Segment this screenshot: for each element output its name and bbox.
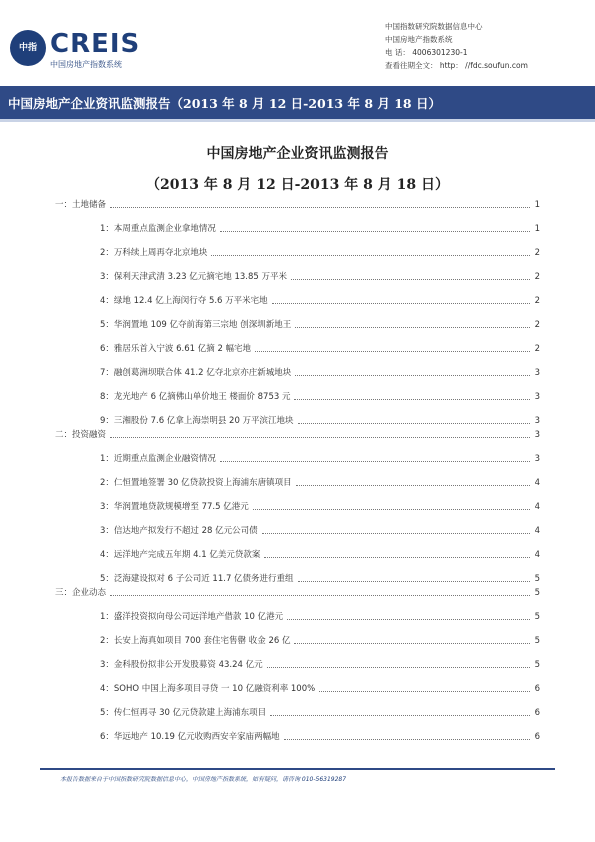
toc-page-number: 3 [534, 392, 540, 402]
toc-entry-label: 2：长安上海真如项目 700 套住宅售罄 收金 26 亿 [100, 636, 291, 646]
toc-leader-dots [295, 326, 530, 328]
toc-entry[interactable] [55, 234, 540, 258]
toc-page-number: 6 [534, 732, 540, 742]
toc-leader-dots [284, 738, 530, 740]
creis-logo [8, 28, 148, 74]
toc-leader-dots [211, 254, 530, 256]
toc-entry[interactable] [55, 330, 540, 354]
toc-leader-dots [270, 714, 530, 716]
table-of-contents [55, 196, 540, 742]
toc-entry-label: 1：近期重点监测企业融资情况 [100, 454, 216, 464]
toc-entry-label: 9：三湘股份 7.6 亿拿上海崇明县 20 万平滨江地块 [100, 416, 294, 426]
toc-page-number: 5 [534, 660, 540, 670]
toc-page-number: 2 [534, 344, 540, 354]
toc-entry-label: 2：仁恒置地签署 30 亿贷款投资上海浦东唐镇项目 [100, 478, 292, 488]
toc-page-number: 1 [534, 200, 540, 210]
toc-entry[interactable] [55, 718, 540, 742]
toc-entry-label: 5：华润置地 109 亿夺前海第三宗地 创深圳新地王 [100, 320, 292, 330]
toc-entry-label: 二：投资融资 [55, 430, 107, 440]
document-title: 中国房地产企业资讯监测报告 [206, 146, 389, 162]
toc-entry-label: 1：盛洋投资拟向母公司远洋地产借款 10 亿港元 [100, 612, 284, 622]
toc-entry[interactable] [55, 622, 540, 646]
toc-entry-label: 3：华润置地贷款规模增至 77.5 亿港元 [100, 502, 249, 512]
logo-mark: 中指 [10, 30, 46, 66]
title-banner: 中国房地产企业资讯监测报告（2013 年 8 月 12 日-2013 年 8 月 18 日） [0, 86, 595, 122]
toc-section[interactable] [55, 426, 540, 440]
toc-page-number: 6 [534, 708, 540, 718]
toc-section[interactable] [55, 196, 540, 210]
toc-page-number: 3 [534, 368, 540, 378]
toc-entry[interactable] [55, 210, 540, 234]
toc-page-number: 4 [534, 478, 540, 488]
toc-page-number: 2 [534, 296, 540, 306]
toc-entry-label: 5：传仁恒再寻 30 亿元贷款建上海浦东项目 [100, 708, 267, 718]
toc-leader-dots [264, 556, 530, 558]
toc-leader-dots [298, 422, 530, 424]
toc-leader-dots [272, 302, 530, 304]
logo-name: CREIS [50, 29, 141, 59]
toc-entry-label: 8：龙光地产 6 亿摘佛山单价地王 楼面价 8753 元 [100, 392, 291, 402]
toc-leader-dots [294, 398, 530, 400]
header-info [385, 20, 590, 72]
toc-entry-label: 4：SOHO 中国上海多项目寻贷 一 10 亿融资利率 100% [100, 684, 316, 694]
toc-leader-dots [110, 436, 530, 438]
toc-page-number: 5 [534, 636, 540, 646]
toc-entry[interactable] [55, 488, 540, 512]
toc-page-number: 5 [534, 588, 540, 598]
toc-page-number: 6 [534, 684, 540, 694]
toc-page-number: 4 [534, 502, 540, 512]
toc-page-number: 3 [534, 416, 540, 426]
toc-leader-dots [319, 690, 530, 692]
toc-entry-label: 3：保利天津武清 3.23 亿元摘宅地 13.85 万平米 [100, 272, 287, 282]
toc-leader-dots [253, 508, 530, 510]
toc-entry-label: 7：融创葛洲坝联合体 41.2 亿夺北京亦庄新城地块 [100, 368, 292, 378]
toc-leader-dots [255, 350, 530, 352]
toc-leader-dots [294, 642, 530, 644]
document-date-range: （2013 年 8 月 12 日-2013 年 8 月 18 日） [146, 177, 449, 193]
toc-entry[interactable] [55, 598, 540, 622]
footer-note: 本报告数据来自于中国指数研究院数据信息中心，中国房地产指数系统，如有疑问，请咨询 010-56319287 [60, 776, 347, 783]
logo-subtitle: 中国房地产指数系统 [50, 60, 122, 69]
info-line-org: 中国指数研究院数据信息中心 [385, 22, 483, 31]
toc-entry[interactable] [55, 512, 540, 536]
toc-leader-dots [220, 460, 530, 462]
toc-entry[interactable] [55, 560, 540, 584]
toc-leader-dots [110, 594, 530, 596]
toc-leader-dots [220, 230, 530, 232]
toc-page-number: 2 [534, 248, 540, 258]
toc-leader-dots [298, 580, 530, 582]
toc-entry-label: 一：土地储备 [55, 200, 107, 210]
toc-entry[interactable] [55, 464, 540, 488]
toc-page-number: 2 [534, 320, 540, 330]
toc-page-number: 3 [534, 454, 540, 464]
info-line-link[interactable]: 查看往期全文： http： //fdc.soufun.com [385, 61, 528, 70]
toc-entry[interactable] [55, 306, 540, 330]
toc-entry[interactable] [55, 378, 540, 402]
toc-leader-dots [267, 666, 530, 668]
toc-section[interactable] [55, 584, 540, 598]
toc-entry[interactable] [55, 440, 540, 464]
toc-entry-label: 1：本周重点监测企业拿地情况 [100, 224, 216, 234]
toc-page-number: 2 [534, 272, 540, 282]
toc-entry[interactable] [55, 646, 540, 670]
toc-entry[interactable] [55, 670, 540, 694]
toc-page-number: 4 [534, 526, 540, 536]
toc-leader-dots [295, 374, 530, 376]
toc-entry-label: 5：泛海建设拟对 6 子公司近 11.7 亿债务进行重组 [100, 574, 294, 584]
toc-entry[interactable] [55, 282, 540, 306]
toc-leader-dots [110, 206, 530, 208]
toc-page-number: 4 [534, 550, 540, 560]
toc-page-number: 3 [534, 430, 540, 440]
toc-entry[interactable] [55, 536, 540, 560]
toc-entry[interactable] [55, 354, 540, 378]
toc-page-number: 5 [534, 612, 540, 622]
info-line-system: 中国房地产指数系统 [385, 35, 453, 44]
toc-entry-label: 三：企业动态 [55, 588, 107, 598]
info-line-phone: 电 话： 4006301230-1 [385, 48, 468, 57]
toc-leader-dots [262, 532, 530, 534]
toc-entry-label: 4：绿地 12.4 亿上海闵行夺 5.6 万平米宅地 [100, 296, 268, 306]
toc-entry-label: 4：远洋地产完成五年期 4.1 亿美元贷款案 [100, 550, 261, 560]
toc-entry[interactable] [55, 402, 540, 426]
toc-leader-dots [287, 618, 530, 620]
toc-entry-label: 3：金科股份拟非公开发股募资 43.24 亿元 [100, 660, 263, 670]
toc-entry-label: 3：信达地产拟发行不超过 28 亿元公司债 [100, 526, 258, 536]
toc-entry-label: 6：华远地产 10.19 亿元收购西安辛家庙两幅地 [100, 732, 280, 742]
footer-divider [40, 768, 555, 770]
toc-entry[interactable] [55, 258, 540, 282]
toc-entry-label: 2：万科续上周再夺北京地块 [100, 248, 208, 258]
toc-leader-dots [291, 278, 530, 280]
toc-leader-dots [296, 484, 530, 486]
toc-page-number: 1 [534, 224, 540, 234]
toc-entry-label: 6：雅居乐首入宁波 6.61 亿摘 2 幅宅地 [100, 344, 252, 354]
toc-page-number: 5 [534, 574, 540, 584]
toc-entry[interactable] [55, 694, 540, 718]
